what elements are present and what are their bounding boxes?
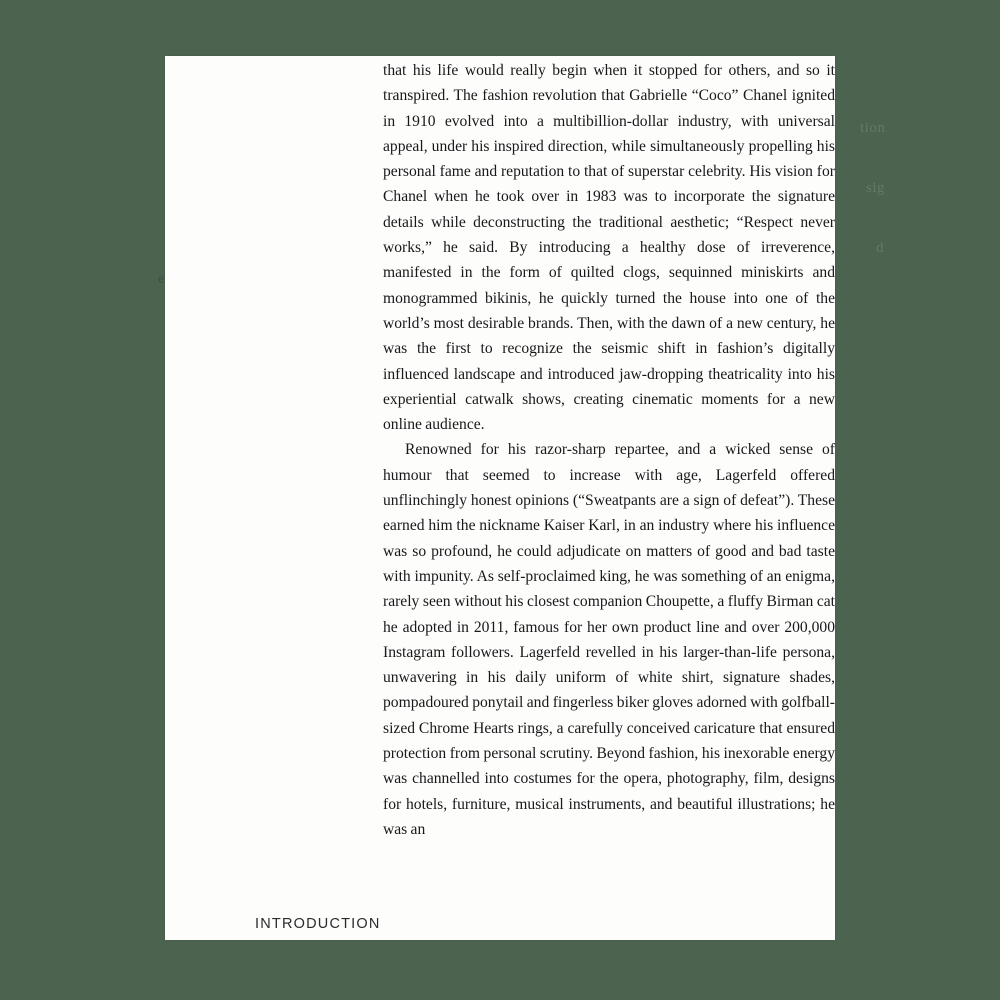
ghost-text: d (876, 240, 884, 256)
book-page-sheet (165, 56, 835, 940)
page-footer-label: INTRODUCTION (255, 916, 381, 932)
paragraph: that his life would really begin when it stopped for others, and so it transpired. The fashion revolution that Gabrielle “Coco” Chanel ignited in 1910 evolved into a multibillion-dollar industry, with universal appeal, under his inspired direction, while simultaneously propelling his personal fame and reputation to that of superstar celebrity. His vision for Chanel when he took over in 1983 was to incorporate the signature details while deconstructing the traditional aesthetic; “Respect never works,” he said. By introducing a healthy dose of irreverence, manifested in the form of quilted clogs, sequinned miniskirts and monogrammed bikinis, he quickly turned the house into one of the world’s most desirable brands. Then, with the dawn of a new century, he was the first to recognize the seismic shift in fashion’s digitally influenced landscape and introduced jaw-dropping theatricality into his experiential catwalk shows, creating cinematic moments for a new online audience. (383, 62, 835, 434)
ghost-text: sig (866, 180, 886, 196)
paragraph: Renowned for his razor-sharp repartee, and a wicked sense of humour that seemed to increase with age, Lagerfeld offered unflinchingly honest opinions (“Sweatpants are a sign of defeat”). These earned him the nickname Kaiser Karl, in an industry where his influence was so profound, he could adjudicate on matters of good and bad taste with impunity. As self-proclaimed king, he was something of an enigma, rarely seen without his closest companion Choupette, a fluffy Birman cat he adopted in 2011, famous for her own product line and over 200,000 Instagram followers. Lagerfeld revelled in his larger-than-life persona, unwavering in his daily uniform of white shirt, signature shades, pompadoured ponytail and fingerless biker gloves adorned with golfball-sized Chrome Hearts rings, a carefully conceived caricature that ensured protection from personal scrutiny. Beyond fashion, his inexorable energy was channelled into costumes for the opera, photography, film, designs for hotels, furniture, musical instruments, and beautiful illustrations; he was an (383, 441, 835, 838)
ghost-text: tion (860, 120, 886, 136)
page-edge-mark: e (158, 272, 165, 287)
body-text-column (383, 58, 835, 842)
